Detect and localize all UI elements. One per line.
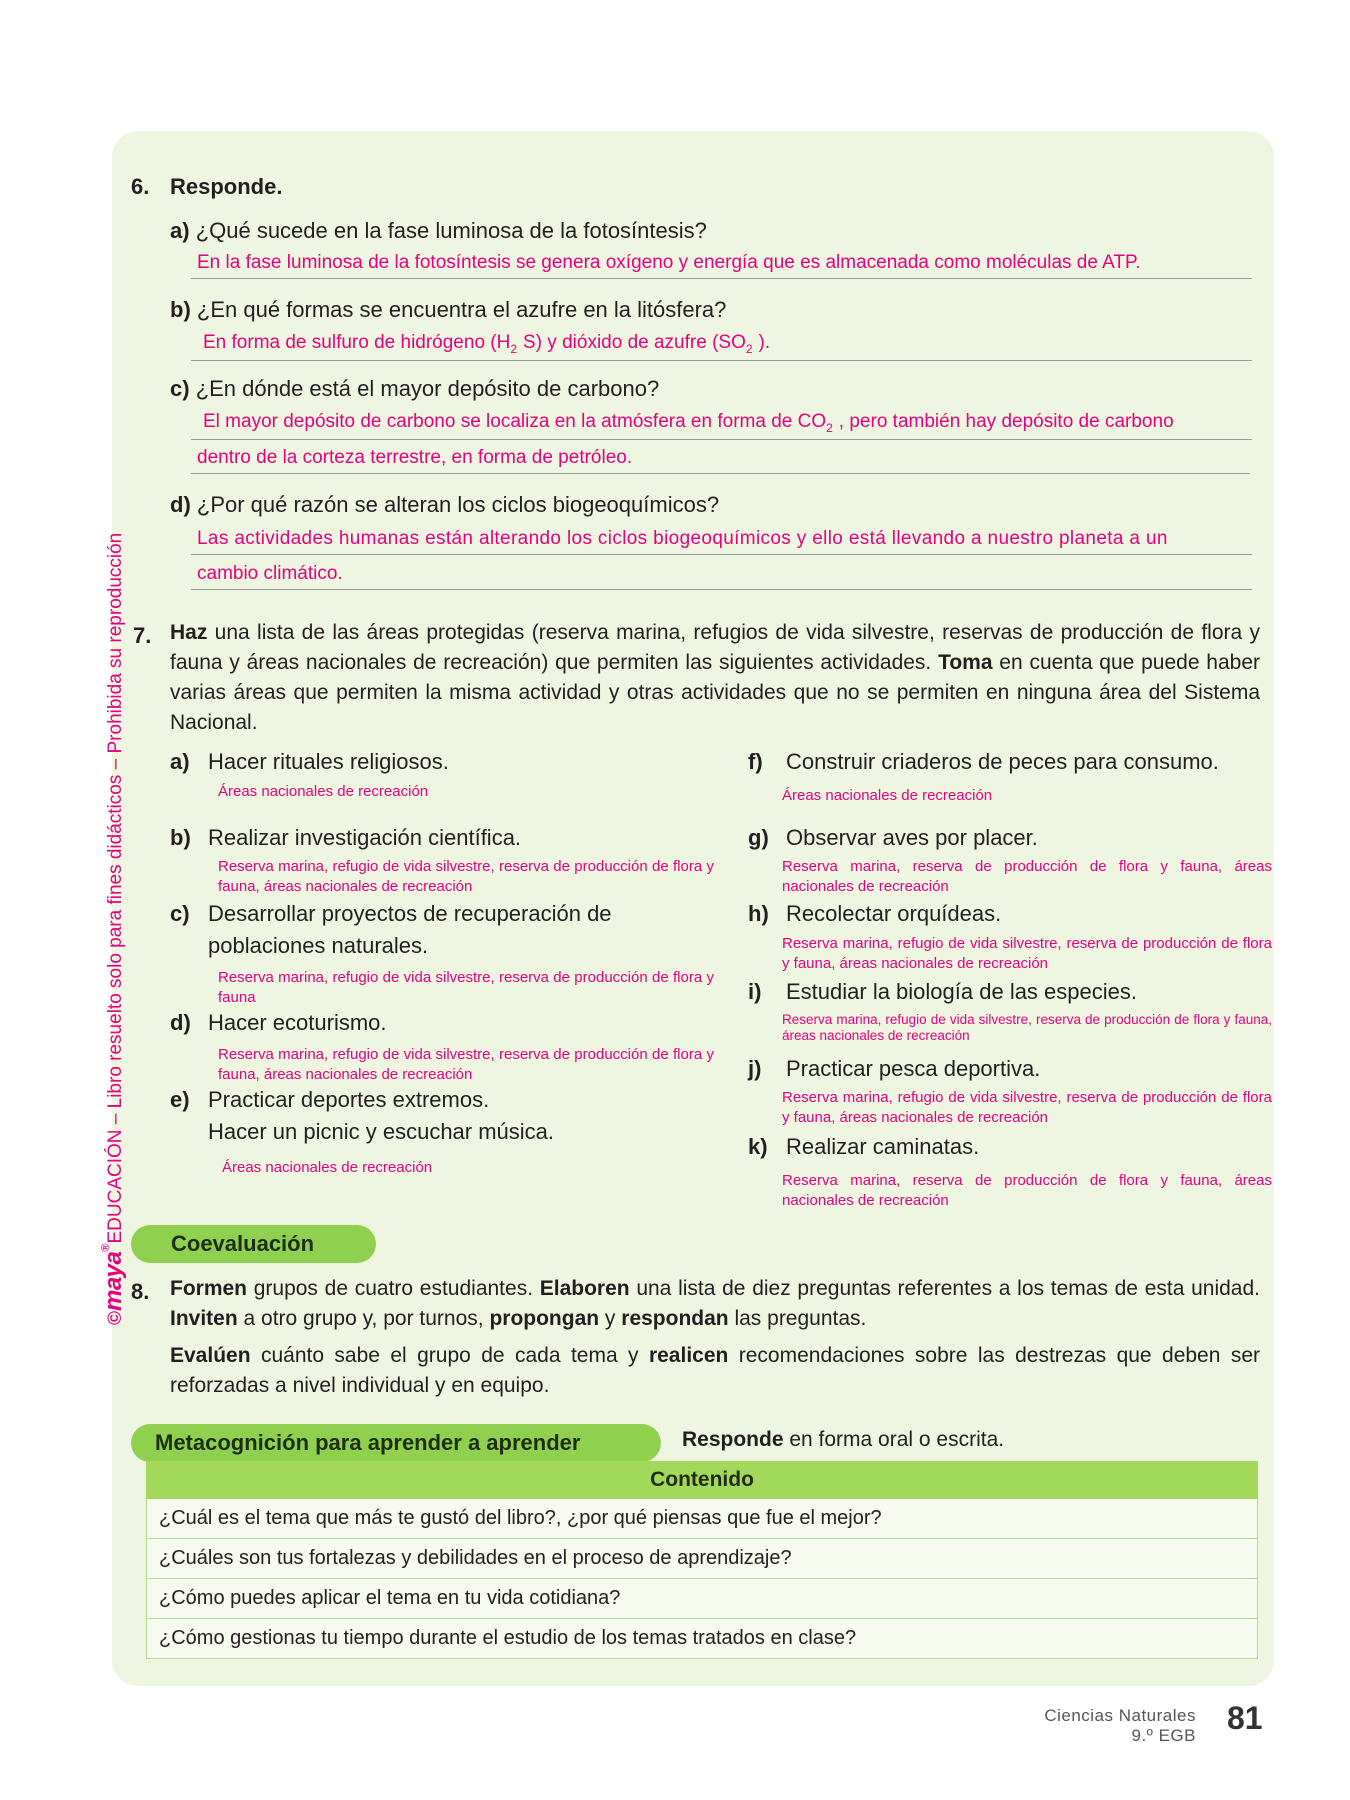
q6d-question: d) ¿Por qué razón se alteran los ciclos biogeoquímicos?	[170, 492, 720, 517]
q6-title: Responde.	[170, 174, 283, 199]
q7-item-h: h) Recolectar orquídeas.	[748, 901, 1002, 926]
q7-item-a: a) Hacer rituales religiosos.	[170, 749, 449, 774]
q7-answer-b: Reserva marina, refugio de vida silvestre, reserva de producción de flora y fauna, áreas nacionales de recreación	[218, 858, 714, 895]
q8-text-1: Formen grupos de cuatro estudiantes. Elaboren una lista de diez preguntas referentes a los temas de esta unidad. Inviten a otro grupo y, por turnos, propongan y respondan las preguntas.	[170, 1277, 1260, 1330]
q6c-question: c) ¿En dónde está el mayor depósito de carbono?	[170, 376, 660, 401]
q6a-answer-line[interactable]: En la fase luminosa de la fotosíntesis se genera oxígeno y energía que es almacenada como moléculas de ATP.	[191, 252, 1252, 279]
q7-item-j: j) Practicar pesca deportiva.	[748, 1056, 1041, 1081]
table-header: Contenido	[147, 1462, 1258, 1499]
q7-item-k: k) Realizar caminatas.	[748, 1134, 980, 1159]
table-row	[147, 1499, 1258, 1539]
q7-item-b: b) Realizar investigación científica.	[170, 825, 522, 850]
page-number: 81	[1227, 1700, 1263, 1736]
q7-answer-a: Áreas nacionales de recreación	[218, 783, 429, 800]
q7-number: 7.	[133, 623, 152, 648]
q7-answer-g: Reserva marina, reserva de producción de flora y fauna, áreas nacionales de recreación	[782, 858, 1272, 895]
q8-number: 8.	[131, 1279, 150, 1304]
table-row	[147, 1619, 1258, 1659]
q6d-answer-line-2[interactable]: cambio climático.	[191, 563, 1252, 590]
q7-item-f: f) Construir criaderos de peces para consumo.	[748, 749, 1219, 774]
q8-text-2: Evalúen cuánto sabe el grupo de cada tema y realicen recomendaciones sobre las destrezas que deben ser reforzadas a nivel individual y en equipo.	[170, 1344, 1260, 1397]
coevaluacion-label: Coevaluación	[131, 1225, 376, 1263]
q7-item-e: e) Practicar deportes extremos.	[170, 1087, 490, 1112]
q7-answer-f: Áreas nacionales de recreación	[782, 787, 993, 804]
q7-item-d: d) Hacer ecoturismo.	[170, 1010, 387, 1035]
table-cell[interactable]: ¿Cómo puedes aplicar el tema en tu vida cotidiana?	[147, 1579, 1258, 1619]
q7-answer-i: Reserva marina, refugio de vida silvestre, reserva de producción de flora y fauna, áreas nacionales de recreación	[782, 1012, 1272, 1043]
q7-answer-c: Reserva marina, refugio de vida silvestre, reserva de producción de flora y fauna	[218, 969, 714, 1006]
q7-answer-h: Reserva marina, refugio de vida silvestre, reserva de producción de flora y fauna, áreas nacionales de recreación	[782, 935, 1272, 972]
table-cell[interactable]: ¿Cuál es el tema que más te gustó del libro?, ¿por qué piensas que fue el mejor?	[147, 1499, 1258, 1539]
table-cell[interactable]: ¿Cuáles son tus fortalezas y debilidades en el proceso de aprendizaje?	[147, 1539, 1258, 1579]
table-cell[interactable]: ¿Cómo gestionas tu tiempo durante el estudio de los temas tratados en clase?	[147, 1619, 1258, 1659]
table-row	[147, 1579, 1258, 1619]
footer-subject: Ciencias Naturales 9.º EGB	[1044, 1706, 1196, 1745]
meta-instruction: Responde en forma oral o escrita.	[682, 1428, 1005, 1451]
q6d-answer-line-1[interactable]: Las actividades humanas están alterando los ciclos biogeoquímicos y ello está llevando a nuestro planeta a un	[191, 528, 1252, 555]
table-row	[147, 1539, 1258, 1579]
q6c-answer-line-1[interactable]: El mayor depósito de carbono se localiza en la atmósfera en forma de $CO_2$ , pero también hay depósito de carbono	[191, 411, 1252, 440]
q6b-answer-line[interactable]: En forma de sulfuro de hidrógeno ($H_2$ S) y dióxido de azufre ($SO_2$ ).	[191, 332, 1252, 361]
side-copyright-text: ©maya®EDUCACIÓN – Libro resuelto solo para fines didácticos – Prohibida su reproducción	[100, 532, 127, 1325]
q7-item-c: c) Desarrollar proyectos de recuperación de	[170, 901, 612, 926]
q7-item-e-line2: Hacer un picnic y escuchar música.	[208, 1119, 555, 1144]
q6a-question: a) ¿Qué sucede en la fase luminosa de la fotosíntesis?	[170, 218, 707, 243]
q7-answer-e: Áreas nacionales de recreación	[222, 1159, 433, 1176]
q6c-answer-line-2[interactable]: dentro de la corteza terrestre, en forma de petróleo.	[191, 447, 1250, 474]
metacognicion-label: Metacognición para aprender a aprender	[131, 1424, 661, 1462]
q6b-question: b) ¿En qué formas se encuentra el azufre en la litósfera?	[170, 297, 727, 322]
maya-logo: maya	[100, 1251, 127, 1311]
q7-answer-d: Reserva marina, refugio de vida silvestre, reserva de producción de flora y fauna, áreas nacionales de recreación	[218, 1046, 714, 1083]
q7-item-c-line2: poblaciones naturales.	[208, 933, 429, 958]
q7-item-i: i) Estudiar la biología de las especies.	[748, 979, 1137, 1004]
q7-item-g: g) Observar aves por placer.	[748, 825, 1038, 850]
q6-number: 6.	[131, 174, 150, 199]
q7-instructions: Haz una lista de las áreas protegidas (reserva marina, refugios de vida silvestre, reservas de producción de flora y fauna y áreas nacionales de recreación) que permiten las siguientes actividades. Toma en cuenta que puede haber varias áreas que permiten la misma actividad y otras actividades que no se permiten en ninguna área del Sistema Nacional.	[170, 621, 1260, 734]
q7-answer-j: Reserva marina, refugio de vida silvestre, reserva de producción de flora y fauna, áreas nacionales de recreación	[782, 1089, 1272, 1126]
content-table	[146, 1461, 1258, 1659]
q7-answer-k: Reserva marina, reserva de producción de flora y fauna, áreas nacionales de recreación	[782, 1172, 1272, 1209]
